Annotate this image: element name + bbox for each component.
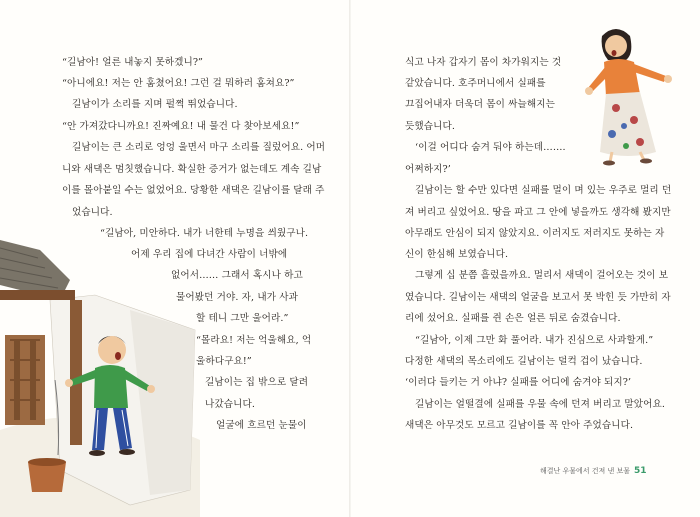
text-line: “몰라요! 저는 억울해요, 억 <box>196 335 312 346</box>
page-gutter <box>349 0 351 517</box>
text-line: 그렇게 십 분쯤 흘렀을까요. 멀리서 새댁이 걸어오는 것이 보 <box>415 270 669 281</box>
text-line: 신이 한심해 보였습니다. <box>405 249 509 260</box>
text-line: 길남이가 소리를 지며 펄쩍 뛰었습니다. <box>72 99 238 110</box>
boy-by-wall-illustration <box>0 240 200 517</box>
text-line: 져 버리고 싶었어요. 땅을 파고 그 안에 넣을까도 생각해 봤지만 <box>405 207 671 218</box>
text-line: 니와 새댁은 멈칫했습니다. 확실한 증거가 없는데도 계속 길남 <box>62 164 322 175</box>
text-line: 길남이는 집 밖으로 달려 <box>205 377 309 388</box>
text-line: 같았습니다. 호주머니에서 실패를 <box>405 78 546 89</box>
page-footer <box>540 466 647 476</box>
text-line: “안 가져갔다니까요! 진짜예요! 내 물건 다 찾아보세요!” <box>62 121 300 132</box>
text-line: “아니에요! 저는 안 훔쳤어요! 그런 걸 뭐하러 훔쳐요?” <box>62 78 295 89</box>
text-line: “길남아, 미안하다. 내가 너한테 누명을 씌웠구나. <box>100 228 309 239</box>
text-line: 아무래도 안심이 되지 않았지요. 이러지도 저러지도 못하는 자 <box>405 228 665 239</box>
text-line: 할 테니 그만 울어라.” <box>196 313 289 324</box>
text-line: 이를 몰아붙일 수는 없었어요. 당황한 새댁은 길남이를 달래 주 <box>62 185 325 196</box>
text-line: 울하다구요!” <box>196 356 252 367</box>
text-line: ‘이걸 어디다 숨겨 둬야 하는데……. <box>415 142 566 153</box>
text-line: 끄집어내자 더욱더 몸이 싸늘해지는 <box>405 99 555 110</box>
footer-title: 해결난 우물에서 건져 낸 보물 <box>540 467 631 475</box>
text-line: 새댁은 아무것도 모르고 길남이를 꼭 안아 주었습니다. <box>405 420 634 431</box>
text-line: “길남아! 얼른 내놓지 못하겠니?” <box>62 57 204 68</box>
text-line: 물어봤던 거야. 자, 내가 사과 <box>176 292 298 303</box>
text-line: 얼굴에 흐르던 눈물이 <box>216 420 307 431</box>
text-line: 없어서…… 그래서 혹시나 하고 <box>171 270 303 281</box>
text-line: 리에 섰어요. 실패를 쥔 손은 얼른 뒤로 숨겼습니다. <box>405 313 621 324</box>
page-number: 51 <box>634 466 647 476</box>
woman-walking-illustration <box>582 24 692 166</box>
text-line: 어제 우리 집에 다녀간 사람이 너밖에 <box>131 249 288 260</box>
text-line: 듯했습니다. <box>405 121 455 132</box>
text-line: 길남이는 할 수만 있다면 실패를 멀이 며 있는 우주로 멀리 던 <box>415 185 672 196</box>
text-line: 길남이는 큰 소리로 엉엉 울면서 마구 소리를 질렀어요. 어머 <box>72 142 326 153</box>
text-line: 식고 나자 갑자기 몸이 차가워지는 것 <box>405 57 562 68</box>
text-line: 었습니다. <box>72 207 113 218</box>
text-line: 였습니다. 길남이는 새댁의 얼굴을 보고서 못 박힌 듯 가만히 자 <box>405 292 671 303</box>
text-line: 다정한 새댁의 목소리에도 길남이는 덜컥 겁이 났습니다. <box>405 356 643 367</box>
text-line: 길남이는 얼떨결에 실패를 우물 속에 던져 버리고 말았어요. <box>415 399 666 410</box>
text-line: 어쩌하지?’ <box>405 164 451 175</box>
text-line: “길남아, 이제 그만 화 풀어라. 내가 진심으로 사과할게.” <box>415 335 654 346</box>
text-line: 나갔습니다. <box>205 399 255 410</box>
text-line: ‘이러다 들키는 거 아냐? 실패를 어디에 숨겨야 되지?’ <box>405 377 632 388</box>
